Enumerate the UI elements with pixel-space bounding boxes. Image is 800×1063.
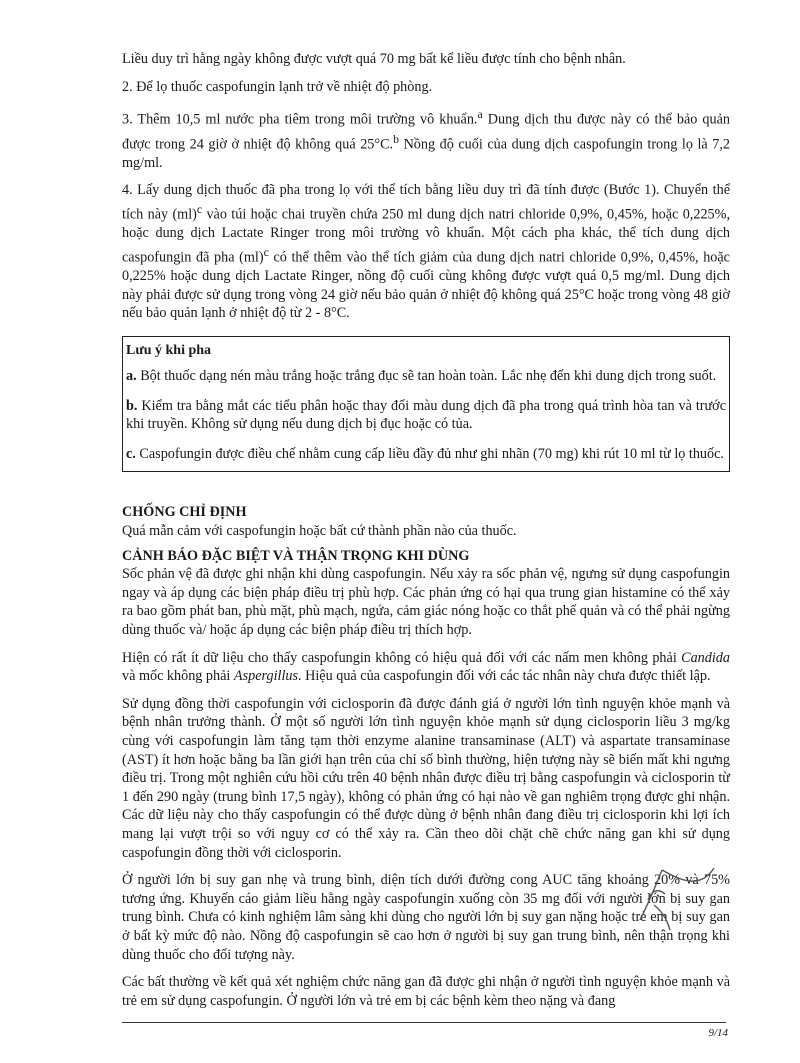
note-a: a. Bột thuốc dạng nén màu trắng hoặc trắng đục sẽ tan hoàn toàn. Lắc nhẹ đến khi dung dịch trong suốt. [126,368,717,385]
dosing-step-2: 2. Để lọ thuốc caspofungin lạnh trở về nhiệt độ phòng. [122,78,433,95]
warning-hepatic: Ở người lớn bị suy gan nhẹ và trung bình, diện tích dưới đường cong AUC tăng khoảng 20% và 75% tương ứng. Khuyến cáo giảm liều hằng ngày caspofungin xuống còn 35 mg đối với người lớn bị suy gan trung bình. Chưa có kinh nghiệm lâm sàng khi dùng cho người lớn bị suy gan nặng hoặc trẻ em bị suy gan ở bất kỳ mức độ nào. Nồng độ caspofungin sẽ cao hơn ở người bị suy gan trung bình, nên thận trọng khi dùng thuốc cho đối tượng này. [122,872,730,963]
note-c: c. Caspofungin được điều chế nhằm cung cấp liều đầy đủ như ghi nhãn (70 mg) khi rút 10 ml từ lọ thuốc. [126,445,724,462]
warning-liver-tests: Các bất thường về kết quả xét nghiệm chức năng gan đã được ghi nhận ở người tình nguyện khỏe mạnh và trẻ em sử dụng caspofungin. Ở người lớn và trẻ em bị các bệnh kèm theo nặng và đang [122,974,730,1009]
dosing-step-3: 3. Thêm 10,5 ml nước pha tiêm trong môi trường vô khuẩn.$^a$ Dung dịch thu được này có thể bảo quản được trong 24 giờ ở nhiệt độ không quá 25°C.$^b$ Nồng độ cuối của dung dịch caspofungin trong lọ là 7,2 mg/ml. [122,107,730,171]
footnote-ref-a: a [477,107,483,122]
footnote-ref-c: c [263,244,269,259]
warning-efficacy: Hiện có rất ít dữ liệu cho thấy caspofungin không có hiệu quả đối với các nấm men không phải Candida và mốc không phải Aspergillus. Hiệu quả của caspofungin đối với các tác nhân này chưa được thiết lập. [122,649,730,685]
notes-title: Lưu ý khi pha [126,343,212,359]
preparation-notes-box [122,336,730,472]
footnote-ref-b: b [393,131,400,146]
contraindications-heading: CHỐNG CHỈ ĐỊNH [122,504,247,521]
footnote-ref-c: c [196,202,203,217]
footer-rule [122,1022,726,1023]
page-number: 9/14 [708,1027,728,1039]
contraindications-text: Quá mẫn cảm với caspofungin hoặc bất cứ thành phần nào của thuốc. [122,523,517,540]
note-b: b. Kiểm tra bằng mắt các tiểu phân hoặc thay đổi màu dung dịch đã pha trong quá trình hòa tan và trước khi truyền. Không sử dụng nếu dung dịch bị đục hoặc có tủa. [126,397,726,433]
warning-anaphylaxis: Sốc phản vệ đã được ghi nhận khi dùng caspofungin. Nếu xảy ra sốc phản vệ, ngưng sử dụng caspofungin ngay và áp dụng các biện pháp điều trị phù hợp. Các phản ứng có hại qua trung gian histamine có thể xảy ra bao gồm phát ban, phù mặt, phù mạch, ngứa, cảm giác nóng hoặc co thắt phế quản và có thể phải ngừng dùng thuốc và/ hoặc áp dụng các biện pháp điều trị thích hợp. [122,566,730,638]
handwritten-initial-mark [610,860,720,940]
warnings-heading: CẢNH BÁO ĐẶC BIỆT VÀ THẬN TRỌNG KHI DÙNG [122,547,470,564]
warning-ciclosporin: Sử dụng đồng thời caspofungin với ciclosporin đã được đánh giá ở người lớn tình nguyện khỏe mạnh và bệnh nhân trưởng thành. Ở một số người lớn tình nguyện khỏe mạnh sử dụng ciclosporin liều 3 mg/kg cùng với caspofungin làm tăng tạm thời enzyme alanine transaminase (ALT) và aspartate transaminase (AST) ít hơn hoặc bằng ba lần giới hạn trên của chỉ số bình thường, hiện tượng này sẽ biến mất khi ngưng điều trị. Trong một nghiên cứu hồi cứu trên 40 bệnh nhân được điều trị bằng caspofungin và ciclosporin từ 1 đến 290 ngày (trung bình 17,5 ngày), không có phản ứng có hại nào về gan nghiêm trọng được ghi nhận. Các dữ liệu này cho thấy caspofungin có thể được dùng ở bệnh nhân đang điều trị ciclosporin khi lợi ích mang lại vượt trội so với nguy cơ có thể xảy ra. Cần theo dõi chặt chẽ chức năng gan khi sử dụng caspofungin đồng thời với ciclosporin. [122,695,730,861]
dosing-max-note: Liều duy trì hằng ngày không được vượt quá 70 mg bất kể liều được tính cho bệnh nhân. [122,51,626,67]
dosing-step-4: 4. Lấy dung dịch thuốc đã pha trong lọ với thể tích bằng liều duy trì đã tính được (Bước 1). Chuyển thể tích này (ml)$^c$ vào túi hoặc chai truyền chứa 250 ml dung dịch natri chloride 0,9%, 0,45%, hoặc 0,225%, hoặc dung dịch Lactate Ringer trong môi trường vô khuẩn. Một cách pha khác, thể tích dung dịch caspofungin đã pha (ml)$^c$ có thể thêm vào thể tích giảm của dung dịch natri chloride 0,9%, 0,45%, hoặc 0,225% hoặc dung dịch Lactate Ringer, nồng độ cuối cùng không được vượt quá 0,5 mg/ml. Dung dịch này phải được sử dụng trong vòng 24 giờ nếu bảo quản ở nhiệt độ không quá 25°C hoặc trong vòng 48 giờ nếu bảo quản lạnh ở nhiệt độ từ 2 - 8°C. [122,182,730,322]
